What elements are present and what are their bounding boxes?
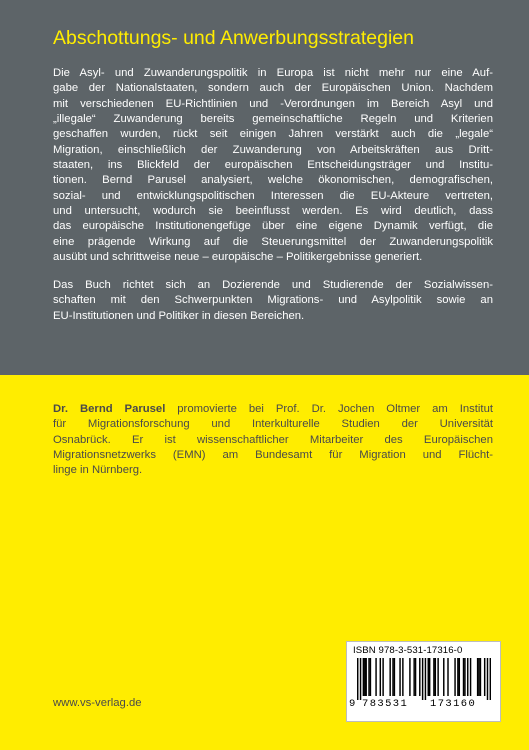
barcode-bar xyxy=(368,658,369,696)
barcode-bar xyxy=(454,658,455,696)
barcode-bar xyxy=(422,658,423,700)
barcode-bar xyxy=(490,658,491,700)
barcode-bar xyxy=(487,658,488,700)
text-line: Die Asyl- und Zuwanderungspolitik in Europa ist nicht mehr nur eine Auf- xyxy=(53,67,493,79)
author-bio-line-rest: promovierte bei Prof. Dr. Jochen Oltmer am Institut xyxy=(165,403,493,415)
publisher-website: www.vs-verlag.de xyxy=(53,697,142,709)
barcode-bar xyxy=(433,658,434,696)
barcode-bar xyxy=(380,658,381,696)
barcode-bar xyxy=(478,658,479,696)
barcode-bar xyxy=(425,658,426,700)
text-line: tionen. Bernd Parusel analysiert, welche ökonomischen, demografischen, xyxy=(53,174,493,187)
barcode-bar xyxy=(464,658,465,696)
barcode-bar xyxy=(437,658,438,696)
text-line: „illegale“ Zuwanderung bereits gemeinschaftliche Regeln und Kriterien xyxy=(53,113,493,126)
text-line: sozial- und entwicklungspolitischen Interessen die EU-Akteure vertreten, xyxy=(53,189,493,202)
barcode-bar xyxy=(428,658,429,696)
isbn-label: ISBN 978-3-531-17316-0 xyxy=(353,645,463,656)
barcode-bar xyxy=(375,658,376,696)
text-line: mit verschiedenen EU-Richtlinien und -Verordnungen im Bereich Asyl und xyxy=(53,97,493,110)
barcode-digit-lead: 9 xyxy=(349,698,356,710)
barcode-bar xyxy=(415,658,416,696)
isbn-barcode-box xyxy=(346,641,501,722)
barcode xyxy=(357,658,491,700)
barcode-bar xyxy=(402,658,403,696)
barcode-bar xyxy=(357,658,358,700)
text-line: schaften mit den Schwerpunkten Migrations- und Asylpolitik sowie an xyxy=(53,294,493,307)
barcode-digits xyxy=(347,698,500,712)
barcode-bar xyxy=(443,658,444,696)
barcode-bar xyxy=(364,658,365,696)
barcode-bar xyxy=(399,658,400,696)
barcode-bar xyxy=(365,658,366,696)
barcode-bar xyxy=(459,658,460,696)
barcode-bar xyxy=(429,658,430,696)
barcode-bar xyxy=(394,658,395,696)
blurb-paragraph-1 xyxy=(53,66,493,265)
author-bio xyxy=(53,402,493,479)
text-line: ausübt und schrittweise neue – europäische – Politikergebnisse generiert. xyxy=(53,251,423,264)
barcode-bar xyxy=(457,658,458,696)
blurb-paragraph-2 xyxy=(53,278,493,324)
author-name: Dr. Bernd Parusel xyxy=(53,403,166,415)
barcode-bar xyxy=(467,658,468,696)
barcode-bar xyxy=(470,658,471,696)
barcode-bar xyxy=(392,658,393,696)
book-title: Abschottungs- und Anwerbungsstrategien xyxy=(53,27,414,49)
text-line: EU-Institutionen und Politiker in diesen Bereichen. xyxy=(53,309,305,322)
barcode-bar xyxy=(360,658,361,700)
text-line: für Migrationsforschung und Interkulturelle Studien der Universität xyxy=(53,418,493,431)
text-line: und untersucht, wodurch sie beeinflusst werden. Es wird deutlich, dass xyxy=(53,205,493,218)
barcode-bar xyxy=(484,658,485,696)
barcode-bar xyxy=(370,658,371,696)
barcode-bar xyxy=(382,658,383,696)
text-line: das europäische Institutionengefüge über eine eigene Dynamik verfügt, die xyxy=(53,220,493,233)
text-line: Migration, einschließlich der Zuwanderung von Arbeitskräften aus Dritt- xyxy=(53,143,493,156)
barcode-bar xyxy=(447,658,448,696)
text-line: geschaffen wurden, rückt seit einigen Jahren verstärkt auch die „legale“ xyxy=(53,128,493,141)
text-line: gabe der Nationalstaaten, sondern auch der Europäischen Union. Nachdem xyxy=(53,82,493,95)
barcode-digits-left: 783531 xyxy=(362,698,409,710)
barcode-bar xyxy=(463,658,464,696)
author-bio-line xyxy=(53,402,493,417)
text-line: Migrationsnetzwerks (EMN) am Bundesamt für Migration und Flücht- xyxy=(53,449,493,462)
text-line: eine prägende Wirkung auf die Steuerungsmittel der Zuwanderungspolitik xyxy=(53,235,493,248)
barcode-bar xyxy=(363,658,364,696)
barcode-bar xyxy=(419,658,420,696)
barcode-bar xyxy=(389,658,390,696)
text-line: staaten, ins Blickfeld der europäischen Entscheidungsträger und Institu- xyxy=(53,159,493,172)
barcode-bar xyxy=(477,658,478,696)
barcode-digits-right: 173160 xyxy=(430,698,477,710)
text-line: linge in Nürnberg. xyxy=(53,464,143,477)
barcode-bar xyxy=(435,658,436,696)
text-line: Osnabrück. Er ist wissenschaftlicher Mitarbeiter des Europäischen xyxy=(53,433,493,446)
text-line: Das Buch richtet sich an Dozierende und Studierende der Sozialwissen- xyxy=(53,279,493,291)
barcode-bar xyxy=(480,658,481,696)
barcode-bar xyxy=(409,658,410,696)
barcode-bar xyxy=(413,658,414,696)
